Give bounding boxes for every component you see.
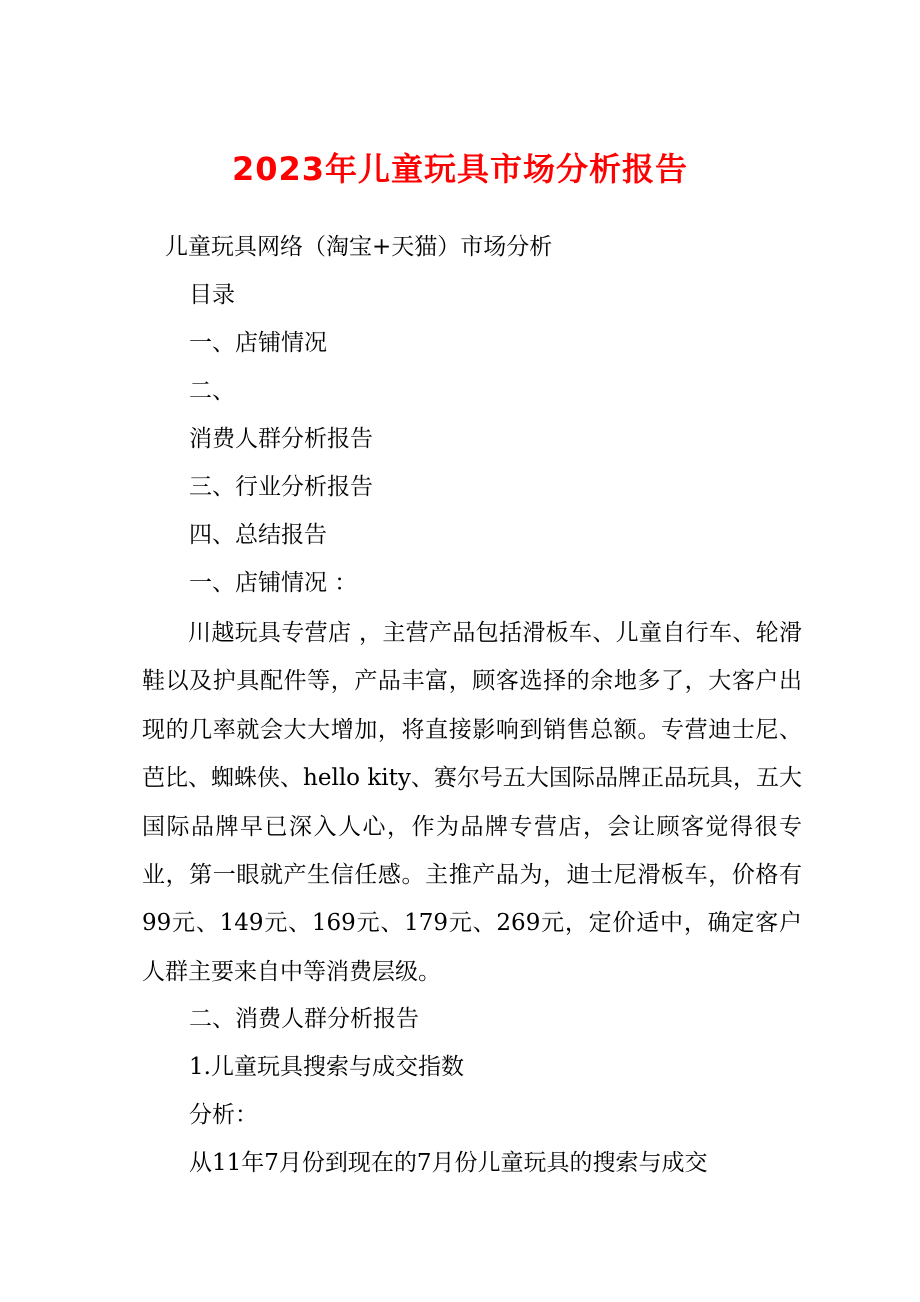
section-body-paragraph: 川越玩具专营店 ，主营产品包括滑板车、儿童自行车、轮滑鞋以及护具配件等，产品丰富，顾客选择的余地多了，大客户出现的几率就会大大增加，将直接影响到销售总额。专营迪士尼、芭比、蜘蛛侠、hello kity、赛尔号五大国际品牌正品玩具，五大国际品牌早已深入人心，作为品牌专营店，会让顾客觉得很专业，第一眼就产生信任感。主推产品为，迪士尼滑板车，价格有99元、149元、169元、179元、269元，定价适中，确定客户人群主要来自中等消费层级。 <box>142 620 802 985</box>
toc-item: 二、 <box>189 378 235 404</box>
section-heading: 一、店铺情况 ： <box>189 570 358 596</box>
toc-item: 三、行业分析报告 <box>189 474 373 500</box>
toc-item: 消费人群分析报告 <box>189 426 373 452</box>
subsection-heading: 1.儿童玩具搜索与成交指数 <box>189 1054 464 1080</box>
toc-heading: 目录 <box>189 282 235 308</box>
section-heading: 二、消费人群分析报告 <box>189 1006 419 1032</box>
document-subtitle: 儿童玩具网络（淘宝+天猫）市场分析 <box>165 234 553 260</box>
analysis-body: 从11年7月份到现在的7月份儿童玩具的搜索与成交 <box>189 1150 708 1176</box>
analysis-label: 分析： <box>189 1102 258 1128</box>
toc-item: 四、总结报告 <box>189 522 327 548</box>
document-title: 2023年儿童玩具市场分析报告 <box>231 150 689 188</box>
toc-item: 一、店铺情况 <box>189 330 327 356</box>
